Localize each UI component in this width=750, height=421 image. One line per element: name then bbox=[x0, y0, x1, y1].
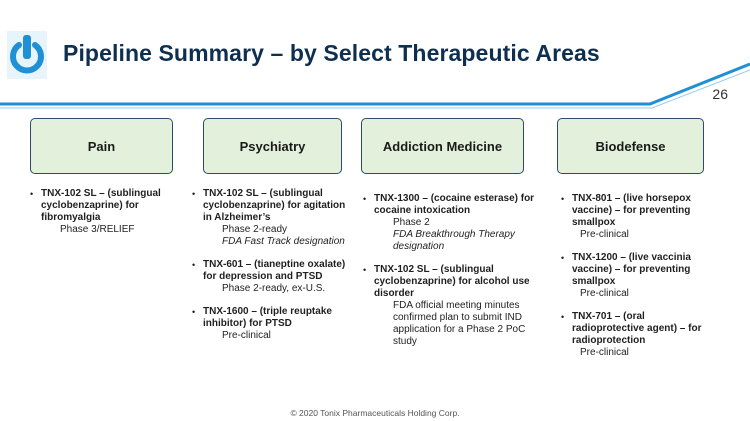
item-detail: FDA Breakthrough Therapy designation bbox=[393, 229, 515, 252]
item-title: TNX-102 SL – (sublingual cyclobenzaprine) for fibromyalgia bbox=[41, 188, 161, 223]
item-title: TNX-102 SL – (sublingual cyclobenzaprine) for alcohol use disorder bbox=[374, 264, 530, 299]
item-detail: FDA official meeting minutes confirmed plan to submit IND application for a Phase 2 PoC study bbox=[393, 300, 526, 347]
addiction-medicine-column bbox=[363, 193, 541, 359]
list-item bbox=[561, 311, 711, 359]
pain-column bbox=[30, 188, 185, 247]
area-box-psychiatry: Psychiatry bbox=[203, 118, 342, 174]
bullet-icon: • bbox=[192, 307, 196, 317]
area-box-biodefense: Biodefense bbox=[557, 118, 704, 174]
item-title: TNX-1600 – (triple reuptake inhibitor) for PTSD bbox=[203, 306, 332, 329]
page-number: 26 bbox=[712, 86, 728, 102]
bullet-icon: • bbox=[561, 253, 565, 263]
item-detail: Pre-clinical bbox=[580, 229, 629, 240]
area-box-pain: Pain bbox=[30, 118, 173, 174]
psychiatry-column bbox=[192, 188, 352, 353]
list-item bbox=[561, 193, 711, 241]
biodefense-column bbox=[561, 193, 711, 370]
bullet-icon: • bbox=[363, 194, 367, 204]
item-title: TNX-601 – (tianeptine oxalate) for depression and PTSD bbox=[203, 259, 346, 282]
list-item bbox=[30, 188, 185, 236]
list-item bbox=[363, 193, 541, 253]
list-item bbox=[363, 264, 541, 348]
bullet-icon: • bbox=[561, 194, 565, 204]
area-box-addiction-medicine: Addiction Medicine bbox=[361, 118, 524, 174]
bullet-icon: • bbox=[363, 265, 367, 275]
item-detail: Pre-clinical bbox=[580, 347, 629, 358]
item-title: TNX-1200 – (live vaccinia vaccine) – for preventing smallpox bbox=[572, 252, 691, 287]
bullet-icon: • bbox=[192, 260, 196, 270]
item-title: TNX-801 – (live horsepox vaccine) – for preventing smallpox bbox=[572, 193, 691, 228]
list-item bbox=[192, 188, 352, 248]
list-item bbox=[192, 306, 352, 342]
bullet-icon: • bbox=[30, 189, 34, 199]
item-title: TNX-1300 – (cocaine esterase) for cocaine intoxication bbox=[374, 193, 535, 216]
item-detail: Pre-clinical bbox=[580, 288, 629, 299]
item-detail: Phase 2-ready bbox=[222, 224, 288, 235]
header-divider bbox=[0, 0, 750, 110]
bullet-icon: • bbox=[561, 312, 565, 322]
item-detail: Pre-clinical bbox=[222, 330, 271, 341]
item-detail: Phase 2-ready, ex-U.S. bbox=[222, 283, 326, 294]
copyright-footer: © 2020 Tonix Pharmaceuticals Holding Corp. bbox=[290, 408, 460, 418]
item-title: TNX-102 SL – (sublingual cyclobenzaprine) for agitation in Alzheimer’s bbox=[203, 188, 346, 223]
list-item bbox=[192, 259, 352, 295]
item-detail: FDA Fast Track designation bbox=[222, 236, 345, 247]
item-title: TNX-701 – (oral radioprotective agent) – for radioprotection bbox=[572, 311, 702, 346]
item-detail: Phase 2 bbox=[393, 217, 430, 228]
list-item bbox=[561, 252, 711, 300]
bullet-icon: • bbox=[192, 189, 196, 199]
page-title: Pipeline Summary – by Select Therapeutic Areas bbox=[63, 40, 600, 66]
item-detail: Phase 3/RELIEF bbox=[60, 224, 135, 235]
